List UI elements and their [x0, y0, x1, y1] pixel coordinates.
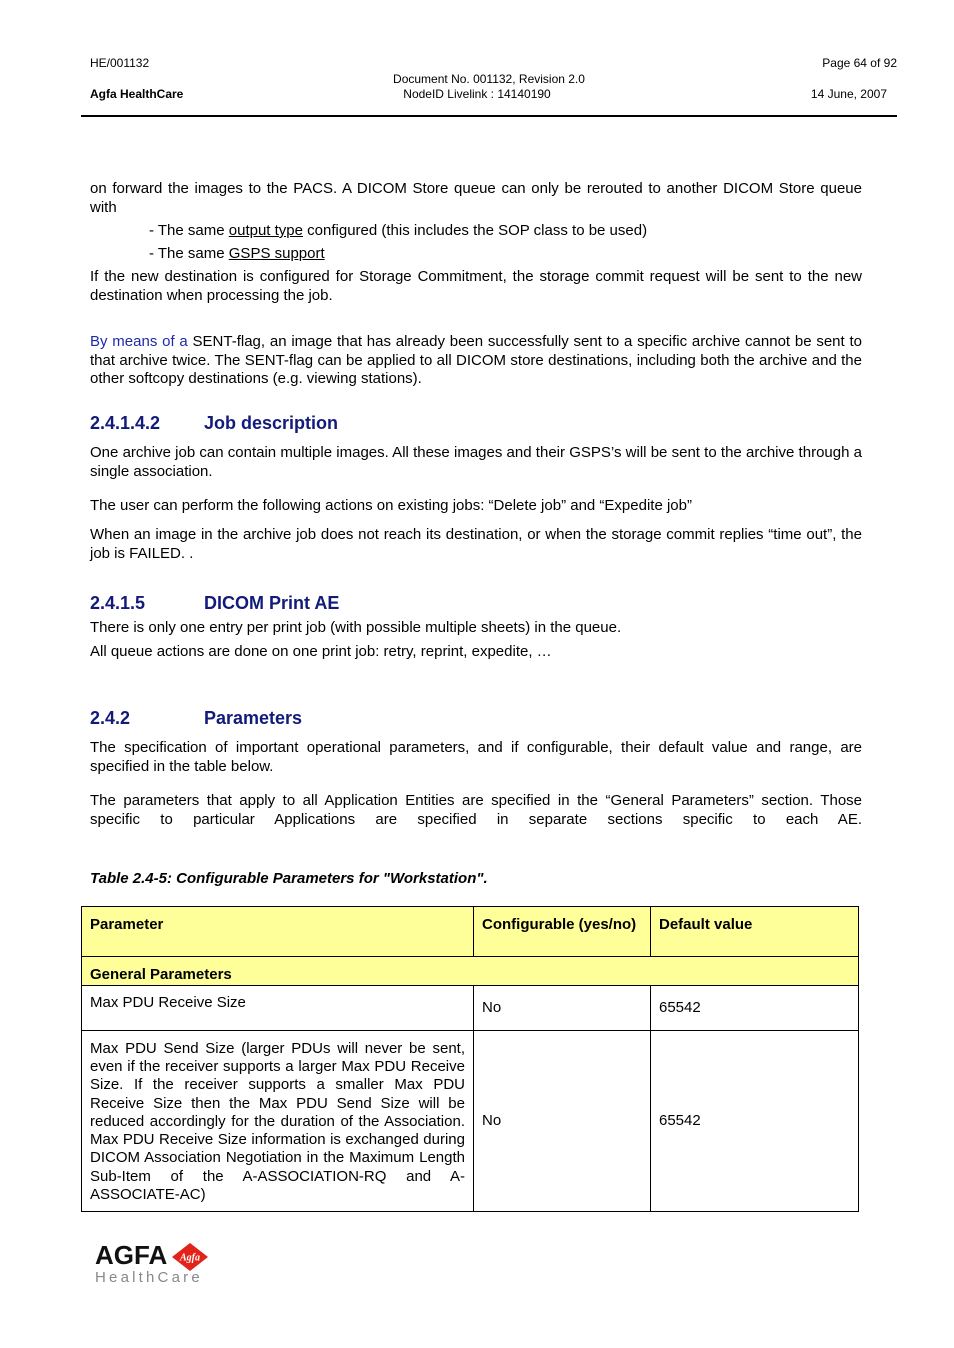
- cell-configurable: No: [474, 986, 651, 1031]
- column-header-configurable: Configurable (yes/no): [474, 907, 651, 957]
- cell-configurable: No: [474, 1031, 651, 1212]
- paragraph-parameters-general-a: The parameters that apply to all Application Entities are specified in the “General Parameters” section. Those: [90, 792, 862, 809]
- table-caption: Table 2.4-5: Configurable Parameters for "Workstation".: [90, 870, 488, 887]
- output-type-link[interactable]: output type: [228, 222, 303, 239]
- svg-text:Agfa: Agfa: [180, 1252, 200, 1264]
- paragraph-queue-actions: All queue actions are done on one print job: retry, reprint, expedite, …: [90, 643, 552, 660]
- sent-flag-lead: By means of a: [90, 333, 188, 350]
- column-header-default: Default value: [651, 907, 859, 957]
- header-page-number: Page 64 of 92: [822, 56, 897, 70]
- header-doc-id: HE/001132: [90, 56, 150, 70]
- table-header-row: [82, 907, 859, 957]
- parameters-table: [81, 906, 859, 1212]
- group-general-parameters: General Parameters: [82, 957, 859, 986]
- bullet-gsps-support: [149, 245, 325, 264]
- column-header-parameter: Parameter: [82, 907, 474, 957]
- paragraph-storage-commitment: If the new destination is configured for Storage Commitment, the storage commit request will be sent to the new destination when processing the job.: [90, 268, 862, 304]
- heading-number: 2.4.2: [90, 708, 131, 728]
- heading-number: 2.4.1.5: [90, 593, 146, 613]
- bullet-prefix: - The same: [149, 245, 229, 262]
- header-document-number: Document No. 001132, Revision 2.0: [393, 72, 585, 86]
- logo-wordmark: AGFA: [95, 1240, 168, 1270]
- paragraph-archive-job: One archive job can contain multiple images. All these images and their GSPS’s will be sent to the archive through a single association.: [90, 444, 862, 480]
- paragraph-print-entry: There is only one entry per print job (with possible multiple sheets) in the queue.: [90, 619, 622, 636]
- bullet-prefix: - The same: [149, 222, 229, 239]
- paragraph-parameters-spec: The specification of important operational parameters, and if configurable, their default value and range, are specified in the table below.: [90, 739, 862, 775]
- heading-title: Job description: [204, 413, 339, 433]
- heading-dicom-print-ae: [90, 592, 339, 614]
- heading-parameters: [90, 707, 302, 729]
- sent-flag-rest: SENT-flag, an image that has already been successfully sent to a specific archive cannot be sent to that archive twice. The SENT-flag can be applied to all DICOM store destinations, including both the archive and the other softcopy destinations (e.g. viewing stations).: [90, 333, 862, 387]
- header-company: Agfa HealthCare: [90, 87, 184, 101]
- table-row: [82, 1031, 859, 1212]
- cell-parameter: Max PDU Send Size (larger PDUs will never be sent, even if the receiver supports a larger Max PDU Receive Size. If the receiver supports a smaller Max PDU Receive Size then the Max PDU Send Size will be reduced accordingly for the duration of the Association. Max PDU Receive Size information is exchanged during DICOM Association Negotiation in the Maximum Length Sub-Item of the A-ASSOCIATION-RQ and A-ASSOCIATE-AC): [82, 1031, 474, 1212]
- table-row: [82, 986, 859, 1031]
- logo-subtitle: HealthCare: [95, 1269, 203, 1286]
- paragraph-parameters-general-b: specific to particular Applications are specified in separate sections specific to each AE.: [90, 811, 862, 828]
- header-node-id: NodeID Livelink : 14140190: [403, 87, 551, 101]
- heading-number: 2.4.1.4.2: [90, 413, 161, 433]
- paragraph-job-failed: When an image in the archive job does not reach its destination, or when the storage commit replies “time out”, the job is FAILED. .: [90, 526, 862, 562]
- heading-title: Parameters: [204, 708, 303, 728]
- paragraph-job-actions: The user can perform the following actions on existing jobs: “Delete job” and “Expedite job”: [90, 497, 692, 514]
- cell-default: 65542: [651, 1031, 859, 1212]
- agfa-rhombus-icon: [171, 1242, 209, 1272]
- heading-title: DICOM Print AE: [204, 593, 340, 613]
- bullet-output-type: [149, 222, 647, 241]
- bullet-suffix: configured (this includes the SOP class to be used): [303, 222, 648, 239]
- header-rule: [81, 115, 897, 117]
- table-group-row: [82, 957, 859, 986]
- header-date: 14 June, 2007: [810, 87, 887, 101]
- paragraph-sent-flag: [90, 333, 862, 389]
- heading-job-description: [90, 412, 338, 434]
- paragraph-reroute: on forward the images to the PACS. A DICOM Store queue can only be rerouted to another DICOM Store queue with: [90, 180, 862, 216]
- cell-parameter: Max PDU Receive Size: [82, 986, 474, 1031]
- gsps-support-link[interactable]: GSPS support: [228, 245, 325, 262]
- agfa-healthcare-logo: [95, 1240, 215, 1290]
- cell-default: 65542: [651, 986, 859, 1031]
